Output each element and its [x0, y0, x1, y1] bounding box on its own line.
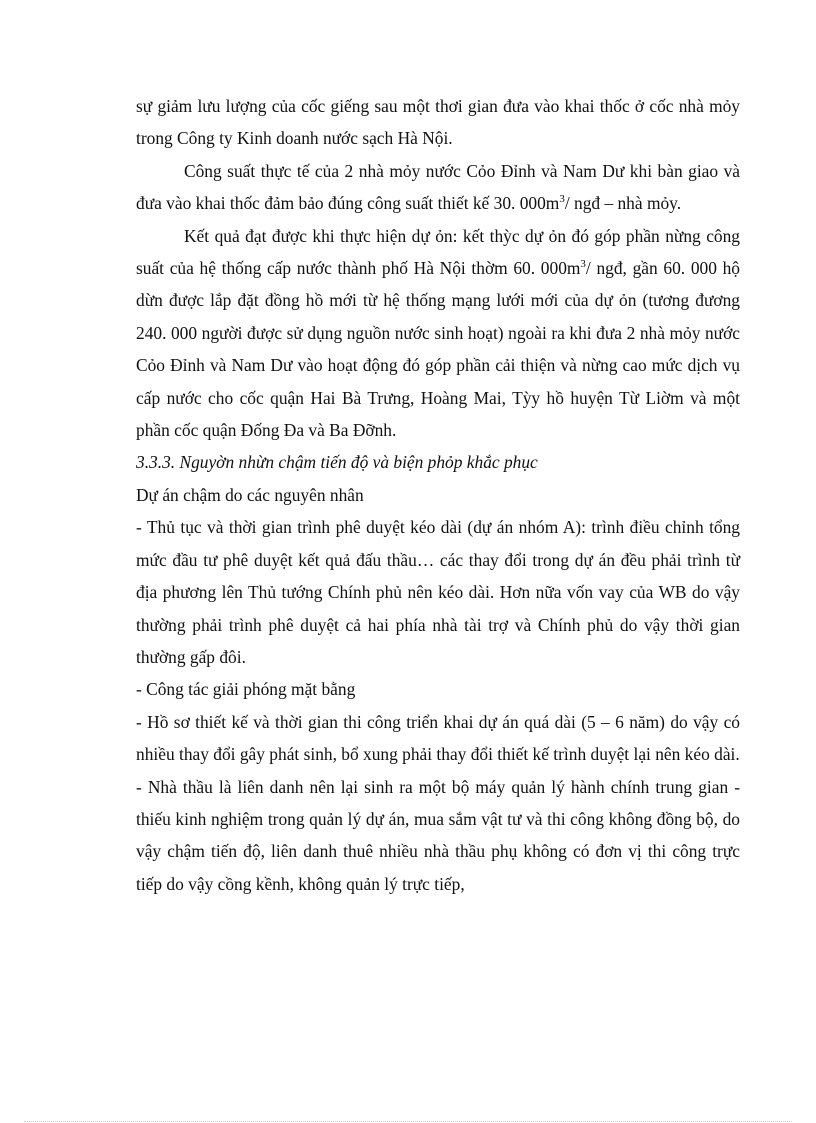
paragraph-project-results-text: Kết quả đạt được khi thực hiện dự ỏn: kết thỳc dự ỏn đó góp phần nừng công suất của hệ thống cấp nước thành phố Hà Nội thờm 60. 000m	[136, 225, 740, 279]
paragraph-project-results	[136, 220, 740, 447]
paragraph-project-results-text-end: / ngđ, gần 60. 000 hộ dừn được lắp đặt đồng hồ mới từ hệ thống mạng lưới mới của dự ỏn (tương đương 240. 000 người được sử dụng nguồn nước sinh hoạt) ngoài ra khi đưa 2 nhà mỏy nước Cỏo Đỉnh và Nam Dư vào hoạt động đó góp phần cải thiện và nừng cao mức dịch vụ cấp nước cho cốc quận Hai Bà Trưng, Hoàng Mai, Tỳy hồ huyện Từ Liờm và một phần cốc quận Đống Đa và Ba Đỡnh.	[136, 258, 741, 441]
page-bottom-divider	[24, 1121, 792, 1122]
cause-design-duration: - Hồ sơ thiết kế và thời gian thi công triển khai dự án quá dài (5 – 6 năm) do vậy có nhiều thay đổi gây phát sinh, bổ xung phải thay đổi thiết kế trình duyệt lại nên kéo dài.	[136, 711, 740, 765]
section-heading: 3.3.3. Nguyờn nhừn chậm tiến độ và biện phỏp khắc phục	[136, 452, 538, 473]
causes-intro: Dự án chậm do các nguyên nhân	[136, 484, 364, 505]
superscript-cubic-2: 3	[580, 258, 586, 271]
paragraph-capacity-decline: sự giảm lưu lượng của cốc giếng sau một thơi gian đưa vào khai thốc ở cốc nhà mỏy trong Công ty Kinh doanh nước sạch Hà Nội.	[136, 96, 740, 149]
paragraph-plant-capacity-text-end: / ngđ – nhà mỏy.	[564, 193, 682, 214]
superscript-cubic: 3	[559, 193, 565, 206]
cause-approval-procedure: - Thủ tục và thời gian trình phê duyệt kéo dài (dự án nhóm A): trình điều chỉnh tổng mức đầu tư phê duyệt kết quả đấu thầu… các thay đổi trong dự án đều phải trình từ địa phương lên Thủ tướng Chính phủ nên kéo dài. Hơn nữa vốn vay của WB do vậy thường phải trình phê duyệt cả hai phía nhà tài trợ và Chính phủ do vậy thời gian thường gấp đôi.	[136, 517, 740, 667]
paragraph-plant-capacity-text: Công suất thực tế của 2 nhà mỏy nước Cỏo Đỉnh và Nam Dư khi bàn giao và đưa vào khai thốc đảm bảo đúng công suất thiết kế 30. 000m	[136, 160, 740, 214]
document-page	[136, 90, 740, 900]
cause-joint-venture-contractor: - Nhà thầu là liên danh nên lại sinh ra một bộ máy quản lý hành chính trung gian - thiếu kinh nghiệm trong quản lý dự án, mua sắm vật tư và thi công không đồng bộ, do vậy chậm tiến độ, liên danh thuê nhiều nhà thầu phụ không có đơn vị thi công trực tiếp do vậy cồng kềnh, không quản lý trực tiếp,	[136, 776, 740, 894]
cause-site-clearance: - Công tác giải phóng mặt bằng	[136, 679, 356, 700]
paragraph-plant-capacity	[136, 155, 740, 220]
